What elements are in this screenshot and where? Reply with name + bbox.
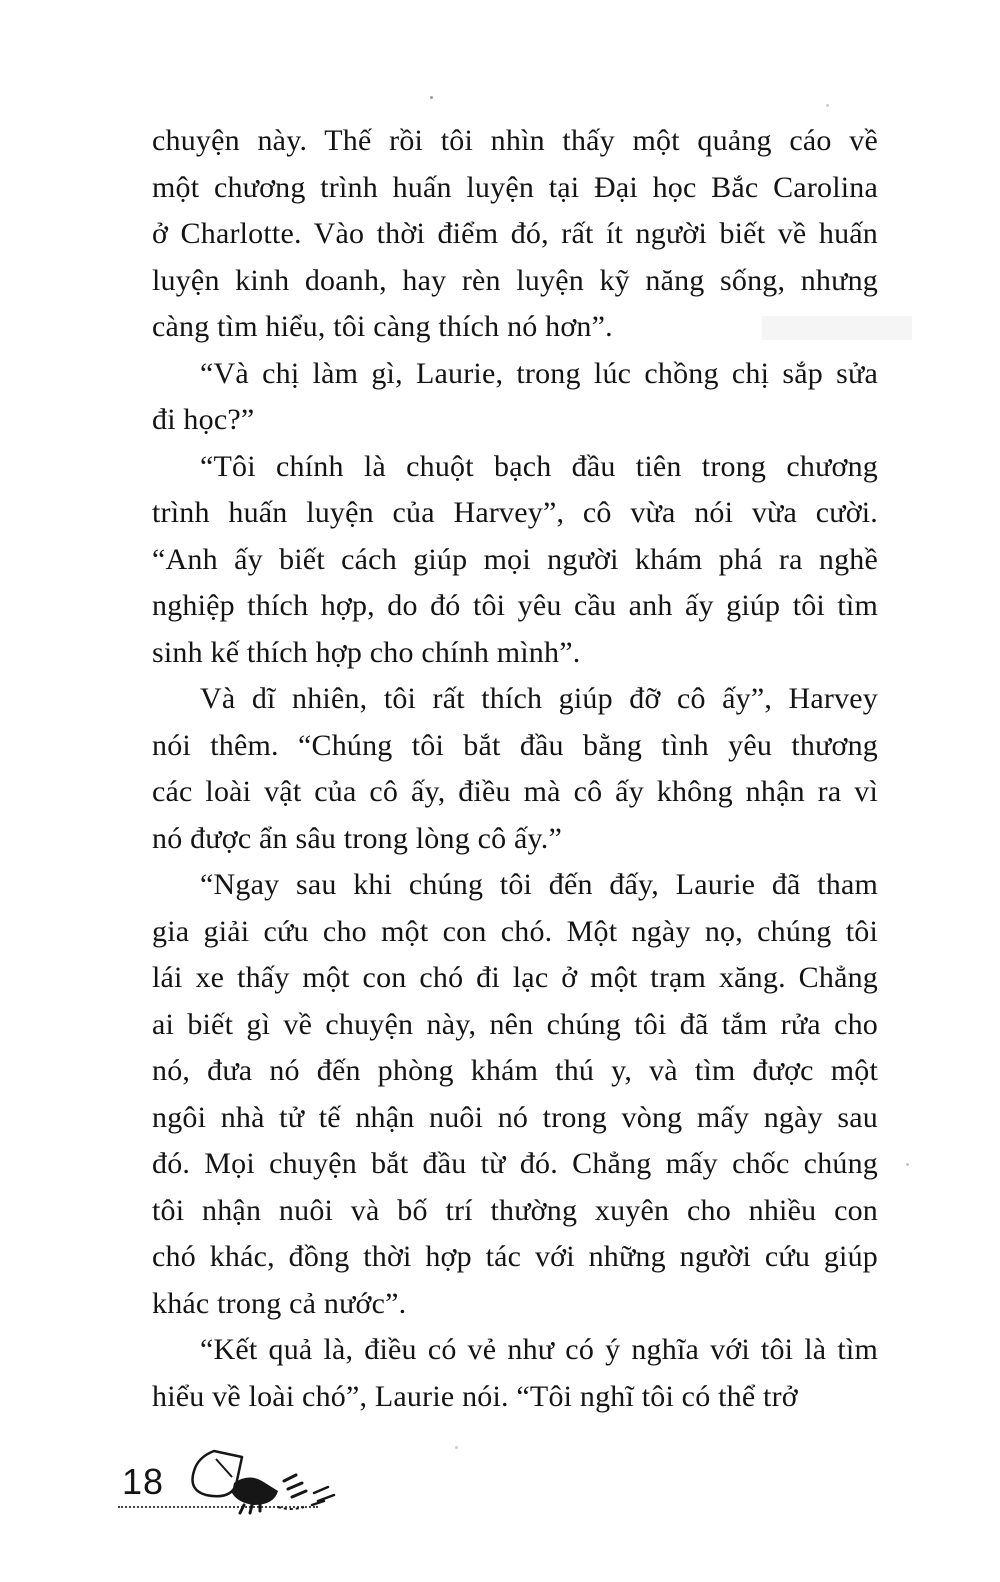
text-line: đó. Mọi chuyện bắt đầu từ đó. Chẳng mấy chốc chúng: [152, 1147, 878, 1180]
dog-sketch-icon: [180, 1445, 370, 1521]
text-line: nó, đưa nó đến phòng khám thú y, và tìm được một: [152, 1054, 878, 1087]
text-line: “Anh ấy biết cách giúp mọi người khám phá ra nghề: [152, 542, 878, 576]
text-line: hiểu về loài chó”, Laurie nói. “Tôi nghĩ tôi có thể trở: [152, 1379, 798, 1413]
text-line: luyện kinh doanh, hay rèn luyện kỹ năng sống, nhưng: [152, 263, 878, 297]
text-line: Và dĩ nhiên, tôi rất thích giúp đỡ cô ấy”, Harvey: [200, 682, 878, 715]
text-line: nghiệp thích hợp, do đó tôi yêu cầu anh ấy giúp tôi tìm: [152, 589, 878, 622]
scan-smudge: [762, 316, 912, 340]
text-line: “Kết quả là, điều có vẻ như có ý nghĩa với tôi là tìm: [200, 1333, 878, 1366]
text-line: một chương trình huấn luyện tại Đại học Bắc Carolina: [152, 170, 878, 204]
text-line: ai biết gì về chuyện này, nên chúng tôi đã tắm rửa cho: [152, 1007, 878, 1041]
text-line: ở Charlotte. Vào thời điểm đó, rất ít người biết về huấn: [152, 217, 878, 250]
text-line: lái xe thấy một con chó đi lạc ở một trạm xăng. Chẳng: [152, 961, 878, 994]
text-line: “Và chị làm gì, Laurie, trong lúc chồng chị sắp sửa: [200, 356, 878, 390]
scan-speck: [906, 1163, 909, 1166]
page-number: 18: [122, 1461, 165, 1502]
text-line: ngôi nhà tử tế nhận nuôi nó trong vòng mấy ngày sau: [152, 1100, 878, 1134]
text-line: nó được ẩn sâu trong lòng cô ấy.”: [152, 821, 563, 855]
text-line: chó khác, đồng thời hợp tác với những người cứu giúp: [152, 1240, 878, 1273]
text-line: gia giải cứu cho một con chó. Một ngày nọ, chúng tôi: [152, 914, 878, 948]
scan-speck: [430, 96, 433, 99]
text-line: các loài vật của cô ấy, điều mà cô ấy không nhận ra vì: [152, 775, 878, 808]
text-line: “Tôi chính là chuột bạch đầu tiên trong chương: [200, 449, 878, 483]
text-line: chuyện này. Thế rồi tôi nhìn thấy một quảng cáo về: [152, 124, 878, 157]
text-line: nói thêm. “Chúng tôi bắt đầu bằng tình yêu thương: [152, 728, 878, 762]
text-line: sinh kế thích hợp cho chính mình”.: [152, 635, 581, 669]
text-line: trình huấn luyện của Harvey”, cô vừa nói vừa cười.: [152, 496, 878, 529]
text-line: tôi nhận nuôi và bố trí thường xuyên cho nhiều con: [152, 1193, 878, 1227]
text-line: “Ngay sau khi chúng tôi đến đấy, Laurie đã tham: [200, 868, 878, 901]
text-line: càng tìm hiểu, tôi càng thích nó hơn”.: [152, 310, 613, 343]
scan-speck: [826, 104, 829, 107]
body-text: [152, 118, 878, 1420]
scan-speck: [455, 1446, 458, 1449]
text-line: khác trong cả nước”.: [152, 1286, 407, 1320]
text-line: đi học?”: [152, 403, 255, 436]
page-footer: [118, 1445, 378, 1525]
